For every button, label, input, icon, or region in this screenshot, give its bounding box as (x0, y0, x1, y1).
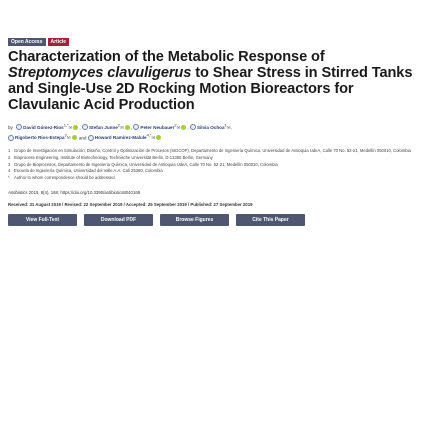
affiliation-item (8, 155, 419, 161)
author-profile-icon[interactable] (82, 124, 88, 130)
affiliation-item (8, 162, 419, 168)
affiliation-item (8, 148, 419, 154)
and-word: and (78, 135, 87, 141)
affiliation-number: 2 (8, 154, 11, 160)
author-name[interactable]: Rigoberto Ríos-Estepa (15, 135, 65, 141)
download-pdf-button[interactable]: Download PDF (84, 214, 153, 226)
open-access-badge[interactable]: Open Access (8, 38, 46, 46)
affiliation-text: Author to whom correspondence should be addressed. (14, 175, 116, 181)
author-profile-icon[interactable] (8, 135, 14, 141)
author-entry: Peter Neubauer2✉ , (133, 125, 190, 130)
email-icon[interactable]: ✉ (176, 124, 181, 130)
affiliation-item (8, 168, 419, 174)
email-icon[interactable]: ✉ (151, 135, 156, 141)
doi-link[interactable]: https://doi.org/10.3390/antibiotics8040168 (60, 190, 141, 196)
author-affil-sup: 4,* (146, 132, 152, 138)
author-entry: Silvia Ochoa1✉, (190, 125, 232, 130)
email-icon[interactable]: ✉ (226, 124, 231, 130)
author-list (8, 121, 419, 142)
browse-figures-button[interactable]: Browse Figures (160, 214, 229, 226)
affiliation-number: * (8, 175, 10, 181)
email-icon[interactable]: ✉ (120, 124, 124, 130)
article-title (8, 49, 419, 113)
affiliation-text: Grupo de Bioprocesos, Departamento de Ingeniería Química, Universidad de Antioquia UdeA, Calle 70 No. 52-21, Medellín 050010, Colombia (14, 161, 278, 167)
orcid-icon[interactable] (73, 125, 78, 130)
author-profile-icon[interactable] (190, 124, 196, 130)
cite-paper-button[interactable]: Cite This Paper (236, 214, 305, 226)
affiliation-item (8, 175, 419, 181)
affiliation-text: Grupo de Investigación en Simulación, Diseño, Control y Optimización de Procesos (SIDCOP), Departamento de Ingeniería Química, Universidad de Antioquia UdeA, Calle 70 No. 52-21, Medellín 050010, Colombia (14, 148, 411, 154)
article-badge: Article (48, 38, 70, 46)
author-affil-sup: 1 (224, 122, 227, 127)
citation-details: 2019, 8(4), 168; (27, 190, 61, 196)
orcid-icon[interactable] (125, 125, 130, 130)
action-buttons (8, 214, 419, 226)
publication-dates: Received: 31 August 2019 / Revised: 22 September 2019 / Accepted: 25 September 2019 / Published: 27 September 2019 (8, 202, 253, 208)
author-profile-icon[interactable] (133, 124, 139, 130)
authors-prefix: by (8, 124, 13, 130)
author-affil-sup: 2 (117, 122, 121, 127)
author-entry: David Gómez-Ríos1,*✉ , (16, 125, 82, 130)
affiliation-text: Bioprocess Engineering, Institute of Biotechnology, Technische Universität Berlin, D-13355 Berlin, Germany (14, 154, 213, 160)
title-line1: Characterization of the Metabolic Response of (8, 49, 325, 65)
affiliation-number: 4 (8, 168, 11, 174)
journal-name[interactable]: Antibiotics (8, 190, 28, 196)
citation-line (8, 190, 419, 195)
author-entry: Stefan Junne2✉ , (82, 125, 133, 130)
title-rest: to Shear Stress in Stirred Tanks and Single-Use 2D Rocking Motion Bioreactors for Clavulanic Acid Production (8, 65, 413, 113)
affiliation-text: Escuela de Ingeniería Química, Universidad del Valle A.A. Cali 25360, Colombia (14, 168, 163, 174)
author-affil-sup: 2 (174, 122, 177, 127)
affiliation-number: 3 (8, 161, 11, 167)
author-name[interactable]: Howard Ramírez-Malule (94, 135, 147, 141)
orcid-icon[interactable] (156, 135, 161, 140)
author-affil-sup: 1,* (63, 122, 69, 127)
author-name[interactable]: David Gómez-Ríos (23, 124, 64, 130)
orcid-icon[interactable] (181, 125, 186, 130)
email-icon[interactable]: ✉ (66, 135, 71, 141)
author-name[interactable]: Stefan Junne (88, 124, 118, 130)
view-full-text-button[interactable]: View Full-Text (8, 214, 77, 226)
badge-row (8, 38, 419, 46)
author-name[interactable]: Silvia Ochoa (196, 124, 225, 130)
author-profile-icon[interactable] (16, 124, 22, 130)
author-entry (88, 132, 163, 141)
orcid-icon[interactable] (72, 135, 77, 140)
email-icon[interactable]: ✉ (68, 124, 73, 130)
author-affil-sup: 3 (64, 132, 67, 138)
author-name[interactable]: Peter Neubauer (140, 124, 175, 130)
author-entry (8, 132, 79, 141)
title-species: Streptomyces clavuligerus (8, 65, 192, 81)
affiliation-list (8, 148, 419, 181)
affiliation-number: 1 (8, 148, 11, 154)
author-profile-icon[interactable] (88, 135, 94, 141)
